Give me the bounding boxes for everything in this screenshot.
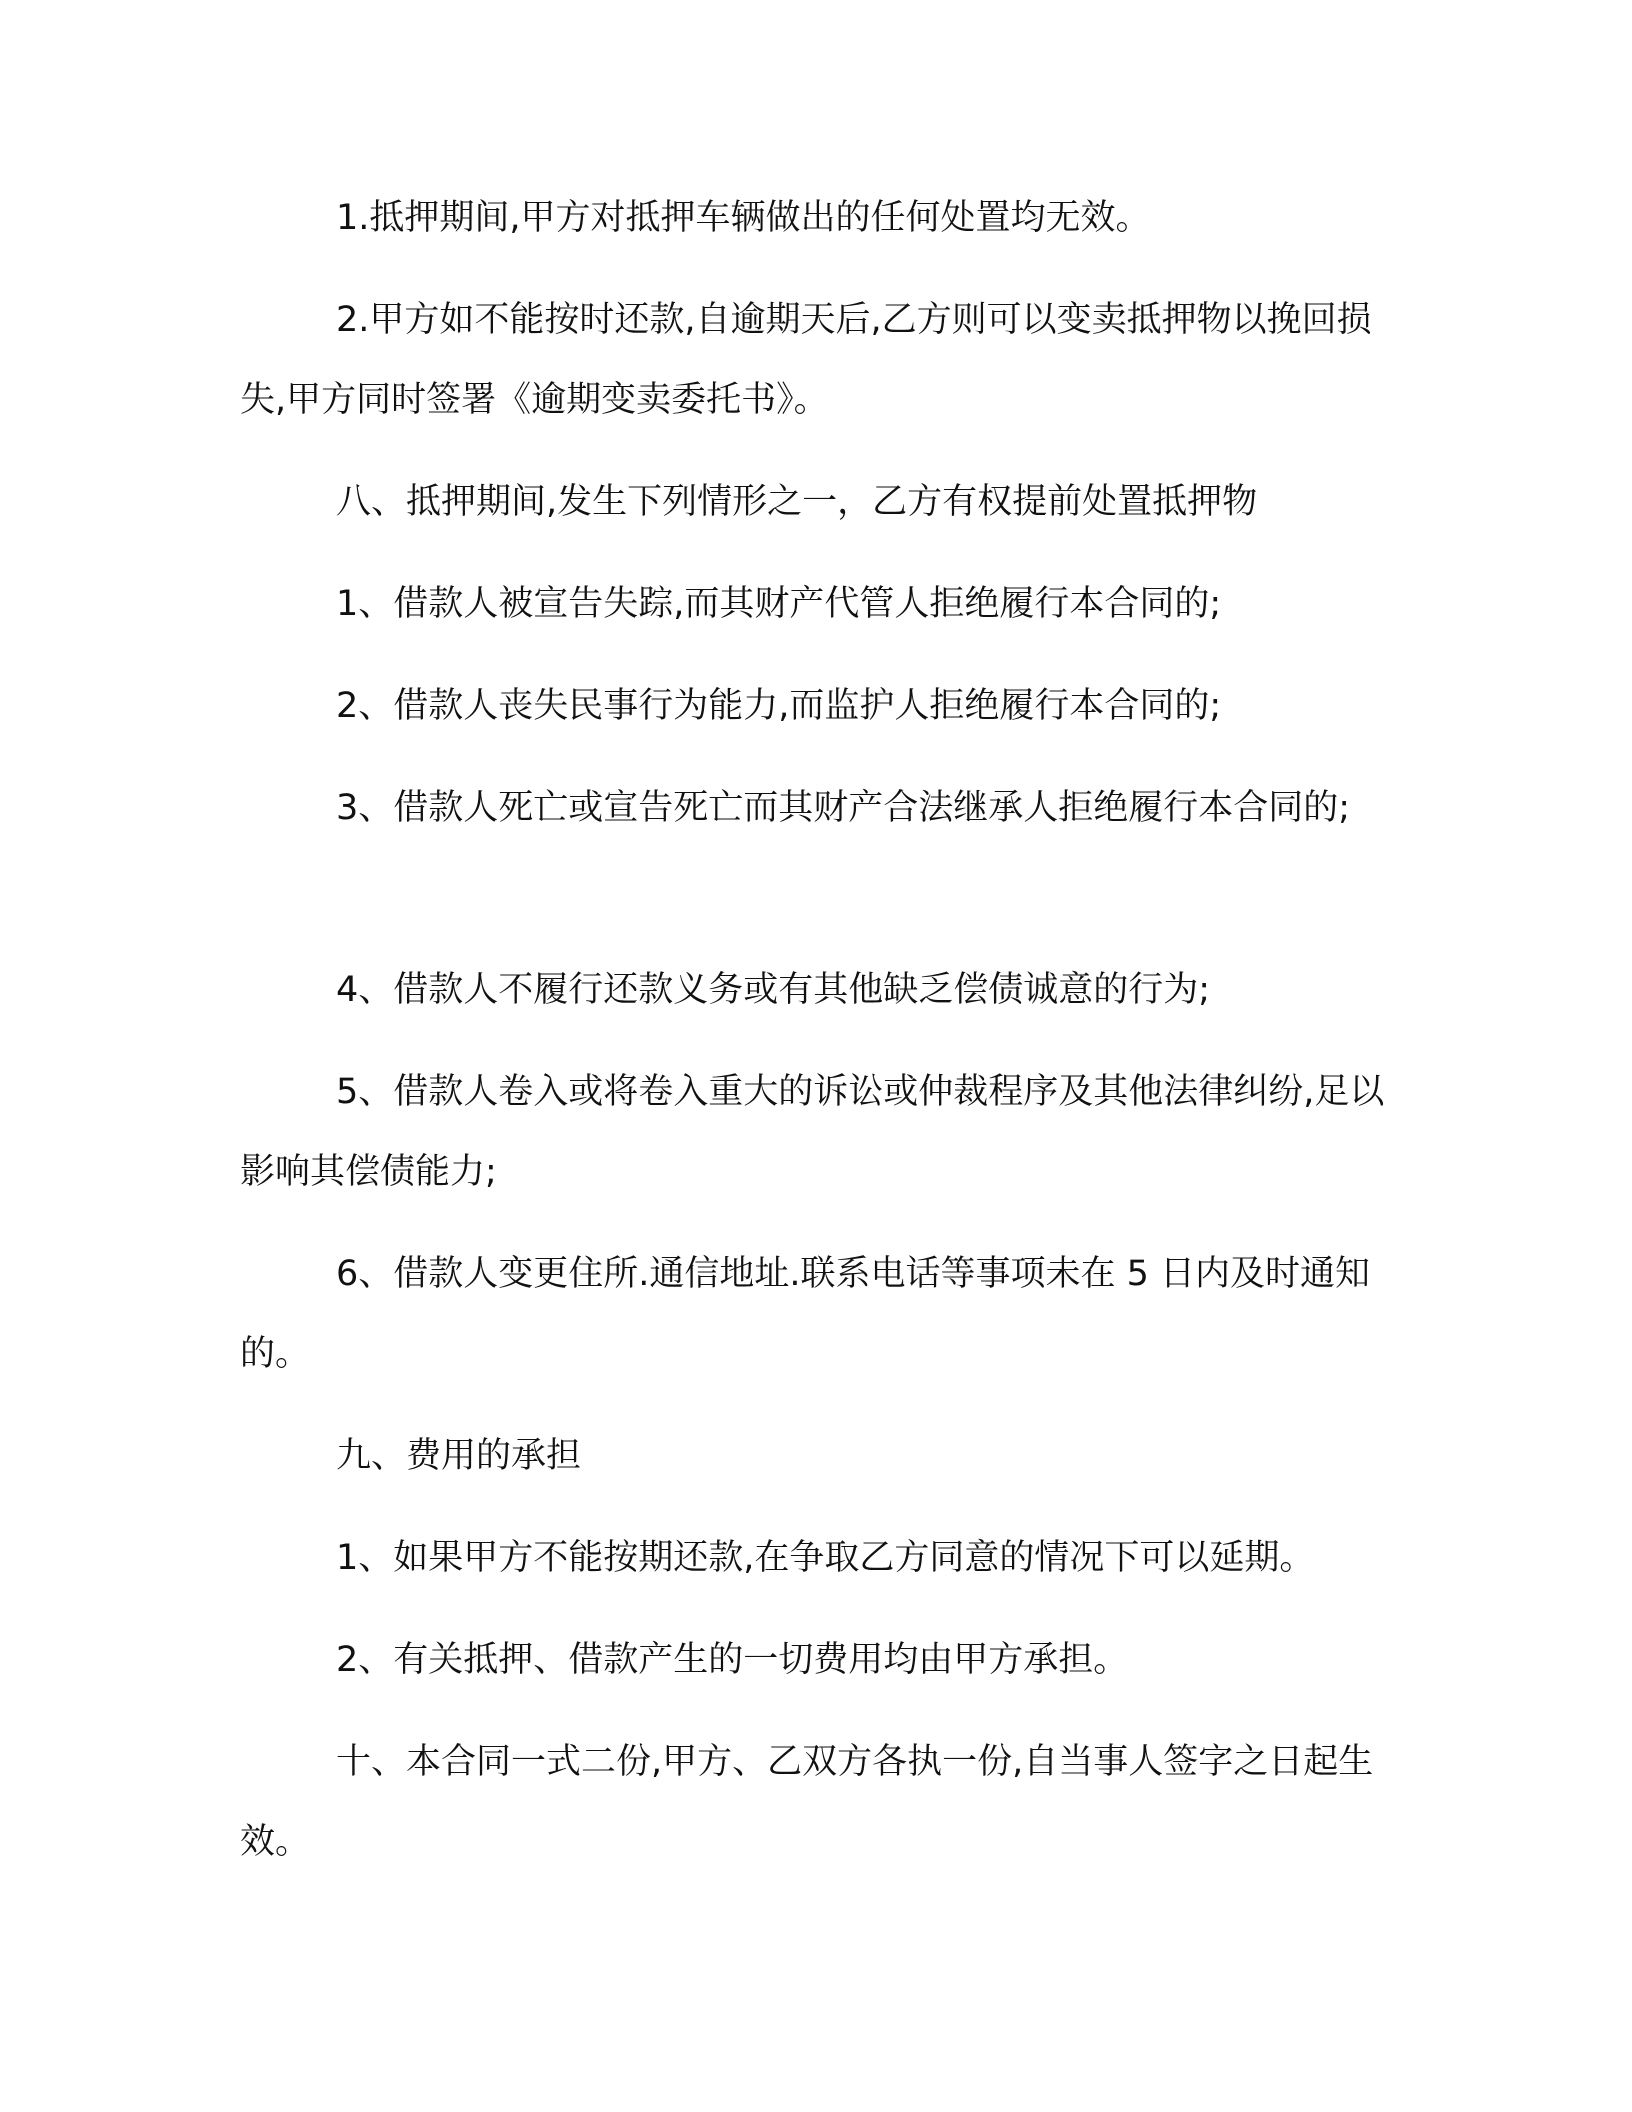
paragraph-13: 十、本合同一式二份,甲方、乙双方各执一份,自当事人签字之日起生效。 xyxy=(240,1742,1374,1862)
paragraph-7: 4、借款人不履行还款义务或有其他缺乏偿债诚意的行为; xyxy=(336,970,1211,1010)
paragraph-1: 1.抵押期间,甲方对抵押车辆做出的任何处置均无效。 xyxy=(336,198,1151,238)
paragraph-9: 6、借款人变更住所.通信地址.联系电话等事项未在 5 日内及时通知的。 xyxy=(240,1254,1371,1374)
paragraph-4: 1、借款人被宣告失踪,而其财产代管人拒绝履行本合同的; xyxy=(336,584,1222,624)
paragraph-10: 九、费用的承担 xyxy=(336,1436,582,1476)
paragraph-3: 八、抵押期间,发生下列情形之一，乙方有权提前处置抵押物 xyxy=(336,482,1258,522)
paragraph-6: 3、借款人死亡或宣告死亡而其财产合法继承人拒绝履行本合同的; xyxy=(336,788,1351,828)
paragraph-2: 2.甲方如不能按时还款,自逾期天后,乙方则可以变卖抵押物以挽回损失,甲方同时签署《逾期变卖委托书》。 xyxy=(240,300,1372,420)
paragraph-8: 5、借款人卷入或将卷入重大的诉讼或仲裁程序及其他法律纠纷,足以影响其偿债能力; xyxy=(240,1072,1385,1192)
paragraph-5: 2、借款人丧失民事行为能力,而监护人拒绝履行本合同的; xyxy=(336,686,1222,726)
paragraph-12: 2、有关抵押、借款产生的一切费用均由甲方承担。 xyxy=(336,1640,1129,1680)
paragraph-11: 1、如果甲方不能按期还款,在争取乙方同意的情况下可以延期。 xyxy=(336,1538,1315,1578)
